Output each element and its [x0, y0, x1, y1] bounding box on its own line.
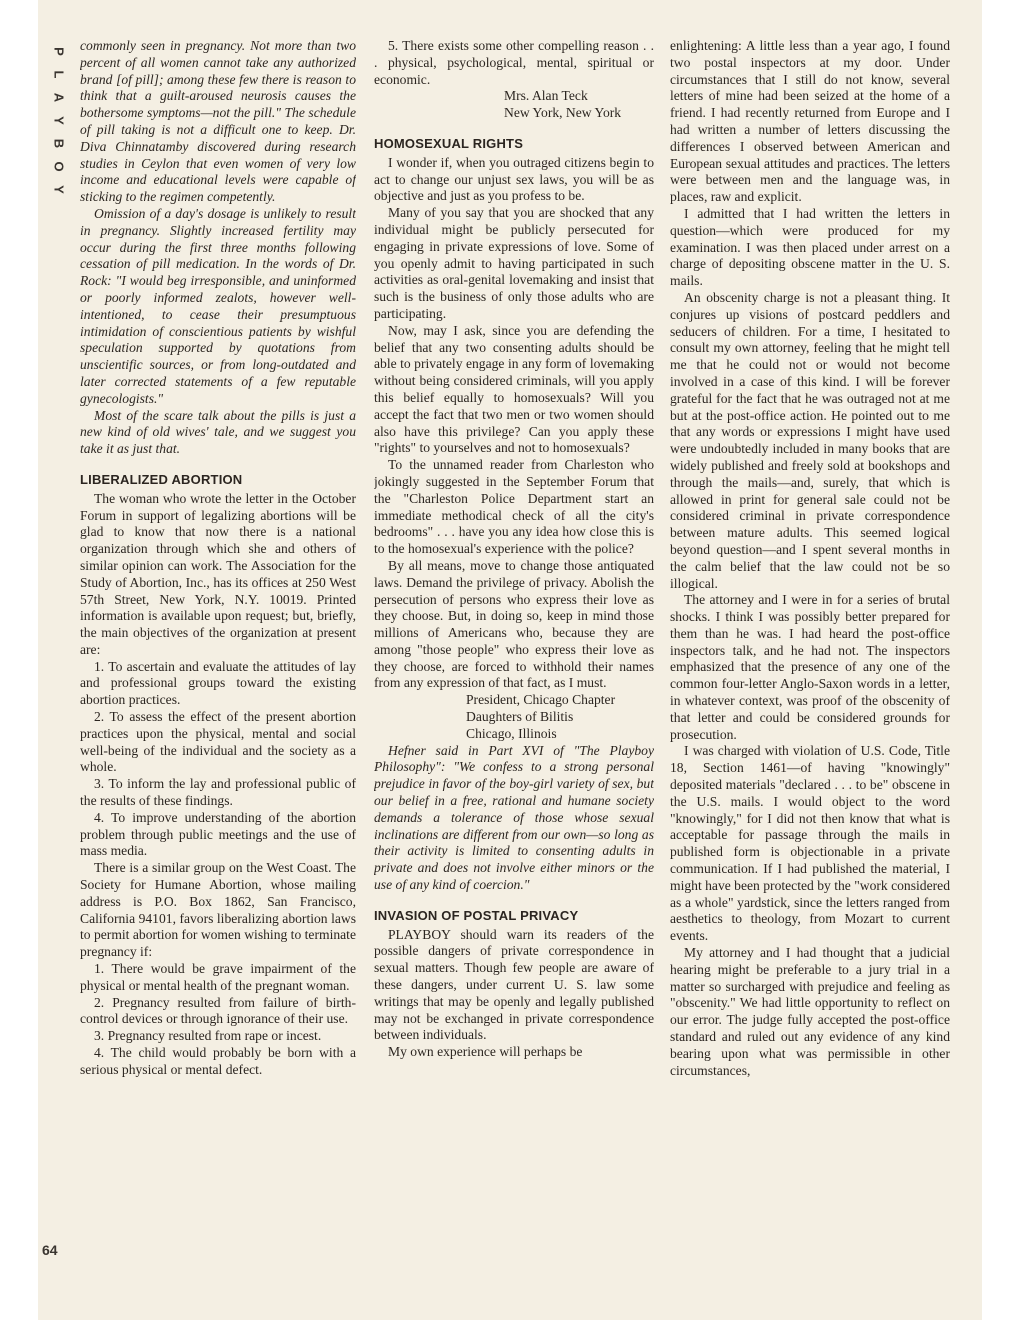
paragraph: I was charged with violation of U.S. Code, Title 18, Section 1461—of having "knowingly" deposited materials "declared . . . to be" obscene in the U.S. mails. I would object to the word "knowingly," for I did not then know that what is acceptable for passage through the mails in published form is objectionable in a private communication. If I had published the material, I might have been protected by the "work considered as a whole" yardstick, since the letters ranged from aesthetics to theology, from Mozart to current events.: [670, 743, 950, 944]
list-item: 4. To improve understanding of the abortion problem through public meetings and the use of mass media.: [80, 809, 356, 859]
paragraph: By all means, move to change those antiquated laws. Demand the privilege of privacy. Abolish the persecution of persons who express their love as they choose. But, in doing so, keep in mind those millions of Americans who, because they are among "those people" who express their love as they choose, are forced to withhold their names from any expression of that fact, as I must.: [374, 557, 654, 691]
magazine-side-label: P L A Y B O Y: [51, 47, 67, 194]
list-item: 2. Pregnancy resulted from failure of birth-control devices or through ignorance of their use.: [80, 994, 356, 1027]
section-heading-postal-privacy: INVASION OF POSTAL PRIVACY: [374, 907, 579, 923]
column-2: [374, 38, 654, 1278]
paragraph: I admitted that I had written the letters in question—which were produced for my examination. I was then placed under arrest on a charge of depositing obscene matter in the U. S. mails.: [670, 205, 950, 289]
section-heading-abortion: LIBERALIZED ABORTION: [80, 471, 243, 487]
list-item: 4. The child would probably be born with a serious physical or mental defect.: [80, 1045, 356, 1077]
list-item: 1. To ascertain and evaluate the attitudes of lay and professional groups toward the existing abortion practices.: [80, 658, 356, 708]
paragraph: I wonder if, when you outraged citizens begin to act to change our unjust sex laws, you will be as objective and just as you profess to be.: [374, 154, 654, 204]
paragraph: There is a similar group on the West Coast. The Society for Humane Abortion, whose mailing address is P.O. Box 1862, San Francisco, California 94101, favors liberalizing abortion laws to permit abortion for women wishing to terminate pregnancy if:: [80, 860, 356, 960]
editor-reply: Hefner said in Part XVI of "The Playboy Philosophy": "We confess to a strong personal prejudice in favor of the boy-girl variety of sex, but our belief in a free, rational and humane society demands a tolerance of those whose sexual inclinations are different from our own—so long as their activity is limited to consenting adults in private and does not involve either minors or the use of any kind of coercion.": [374, 742, 654, 893]
column-3: [670, 38, 950, 1278]
signature-line: President, Chicago Chapter: [466, 692, 616, 708]
list-item: 3. Pregnancy resulted from rape or incest.: [94, 1028, 322, 1044]
paragraph: My attorney and I had thought that a judicial hearing might be preferable to a jury trial in a matter so surcharged with prejudice and feeling as "obscenity." We had little opportunity to reflect on our error. The judge fully accepted the post-office standard and ruled out any evidence of any kind bearing upon what was permissible in other circumstances,: [670, 945, 950, 1078]
paragraph: Many of you say that you are shocked that any individual might be publicly persecuted for engaging in private expressions of love. Some of you openly admit to having participated in such activities as oral-genital lovemaking and insist that such is the business of only those adults who are participating.: [374, 205, 654, 321]
list-item: 2. To assess the effect of the present abortion practices upon the physical, mental and social well-being of the individual and the society as a whole.: [80, 709, 356, 775]
paragraph: To the unnamed reader from Charleston who jokingly suggested in the September Forum that the "Charleston Police Department start an immediate methodical check of all the city's bedrooms" . . . have you any idea how close this is to the homosexual's experience with the police?: [374, 457, 654, 557]
paragraph: My own experience will perhaps be: [388, 1044, 583, 1060]
paragraph: Now, may I ask, since you are defending the belief that any two consenting adults should be able to privately engage in any form of lovemaking without being considered criminals, will you apply this belief equally to homosexuals? Will you accept the fact that two men or two women should also have this privilege? Can you apply these "rights" to yourselves and not to homosexuals?: [374, 322, 654, 456]
list-item: 5. There exists some other compelling reason . . . physical, psychological, mental, spiritual or economic.: [374, 38, 654, 87]
signature-line: Daughters of Bilitis: [466, 709, 574, 725]
paragraph: enlightening: A little less than a year ago, I found two postal inspectors at my door. Under circumstances that I still do not know, several letters of mine had been seized at the home of a friend. I had recently returned from Europe and I had written a number of letters discussing the differences I observed between American and European sexual attitudes and practices. The letters were between men and the language was, in places, raw and explicit.: [670, 38, 950, 205]
paragraph: Omission of a day's dosage is unlikely to result in pregnancy. Slightly increased fertility may occur during the first three months following cessation of pill medication. In the words of Dr. Rock: "I would beg irresponsible, and uninformed or poorly informed zealots, however well-intentioned, to cease their presumptuous intimidation of conscientious patients by wishful speculation supported by quotations from unscientific sources, or from long-outdated and later corrected statements of a few reputable gynecologists.": [80, 205, 356, 406]
column-1: [80, 38, 356, 1278]
signature-city: New York, New York: [504, 105, 622, 121]
section-heading-homosexual-rights: HOMOSEXUAL RIGHTS: [374, 135, 524, 151]
signature-line: Chicago, Illinois: [466, 725, 557, 741]
list-item: 1. There would be grave impairment of the physical or mental health of the pregnant woman.: [80, 961, 356, 993]
paragraph: commonly seen in pregnancy. Not more than two percent of all women cannot take any authorized brand [of pill]; among these few there is reason to think that a guilt-aroused neurosis causes the bothersome symptoms—not the pill." The schedule of pill taking is not a difficult one to keep. Dr. Diva Chinnatamby discovered during research studies in Ceylon that even women of very low income and educational levels were capable of sticking to the regimen competently.: [80, 38, 356, 205]
paragraph: Most of the scare talk about the pills is just a new kind of old wives' tale, and we suggest you take it as just that.: [80, 407, 356, 457]
paragraph: The woman who wrote the letter in the October Forum in support of legalizing abortions will be glad to know that now there is a national organization through which she and others of similar opinion can work. The Association for the Study of Abortion, Inc., has its offices at 250 West 57th Street, New York, N.Y. 10019. Printed information is available upon request; but, briefly, the main objectives of the organization at present are:: [80, 490, 356, 657]
paragraph: An obscenity charge is not a pleasant thing. It conjures up visions of postcard peddlers and seducers of children. For a time, I hesitated to consult my own attorney, feeling that he might tell me that he could not or would not become involved in a case of this kind. I will be forever grateful for the fact that he was outraged not at me but at the post-office action. He pointed out to me that any words or expressions I might have used were undoubtedly included in many books that are widely published and freely sold at bookshops and through the mails—and, surely, that which is allowed in print for general sale could not be considered criminal in private correspondence between mature adults. This seemed logical beyond question—and I spent several months in the calm belief that the law could not be so illogical.: [670, 289, 950, 591]
paragraph: PLAYBOY should warn its readers of the possible dangers of private correspondence in sexual matters. Though few people are aware of these dangers, under current U. S. law some writings that may be openly and legally published may not be exchanged in private correspondence between individuals.: [374, 926, 654, 1043]
list-item: 3. To inform the lay and professional public of the results of these findings.: [80, 776, 356, 809]
signature-name: Mrs. Alan Teck: [504, 88, 588, 104]
paragraph: The attorney and I were in for a series of brutal shocks. I think I was possibly better prepared for them than he was. I had heard the post-office inspectors talk, and he had not. The inspectors emphasized that the presence of any one of the common four-letter Anglo-Saxon words in a letter, in whatever context, was proof of the obscenity of that letter and could be considered grounds for prosecution.: [670, 592, 950, 742]
page-number: 64: [42, 1242, 58, 1258]
